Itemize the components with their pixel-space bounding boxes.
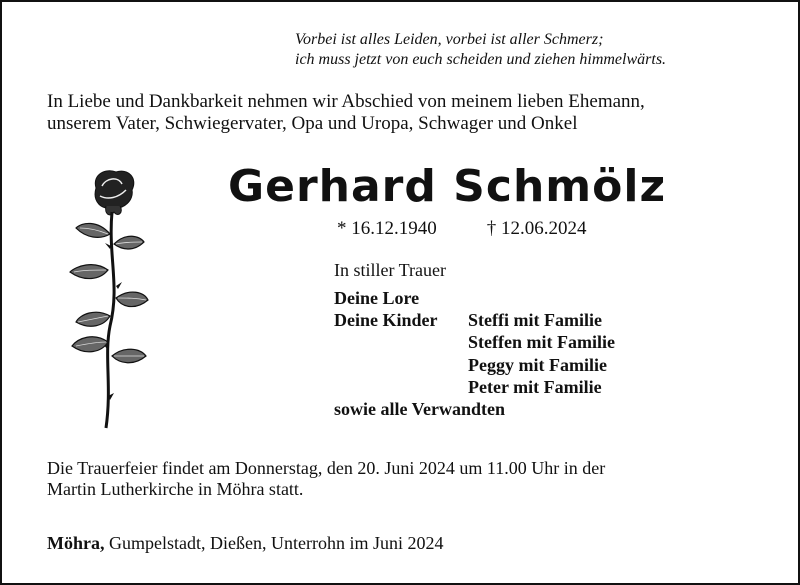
funeral-line-2: Martin Lutherkirche in Möhra statt. (47, 479, 304, 499)
wife: Deine Lore (334, 288, 420, 308)
verse (295, 30, 666, 70)
intro-line-1: In Liebe und Dankbarkeit nehmen wir Abschied von meinem lieben Ehemann, (47, 91, 645, 112)
verse-line-1: Vorbei ist alles Leiden, vorbei ist aller Schmerz; (295, 31, 604, 48)
child-entry: Peggy mit Familie (468, 354, 607, 375)
life-dates (337, 218, 587, 240)
verse-line-2: ich muss jetzt von euch scheiden und ziehen himmelwärts. (295, 51, 667, 68)
place-rest: Gumpelstadt, Dießen, Unterrohn im Juni 2024 (104, 533, 444, 553)
deceased-name: Gerhard Schmölz (228, 161, 667, 212)
funeral-info (47, 458, 605, 500)
relatives: sowie alle Verwandten (334, 399, 505, 420)
intro-line-2: unserem Vater, Schwiegervater, Opa und Uropa, Schwager und Onkel (47, 113, 578, 134)
place-main: Möhra, (47, 533, 105, 553)
children-label: Deine Kinder (334, 310, 438, 331)
child-entry: Peter mit Familie (468, 376, 602, 397)
mourning-heading: In stiller Trauer (334, 260, 446, 280)
children-row (334, 309, 615, 331)
death-date: † 12.06.2024 (486, 218, 587, 239)
intro-text (47, 91, 645, 135)
birth-date: * 16.12.1940 (337, 218, 437, 239)
rose-icon (62, 166, 152, 432)
place-date (47, 533, 443, 554)
funeral-line-1: Die Trauerfeier findet am Donnerstag, den 20. Juni 2024 um 11.00 Uhr in der (47, 458, 606, 478)
child-entry: Steffi mit Familie (468, 310, 602, 331)
mourners-list (334, 287, 615, 420)
child-entry: Steffen mit Familie (468, 332, 615, 353)
